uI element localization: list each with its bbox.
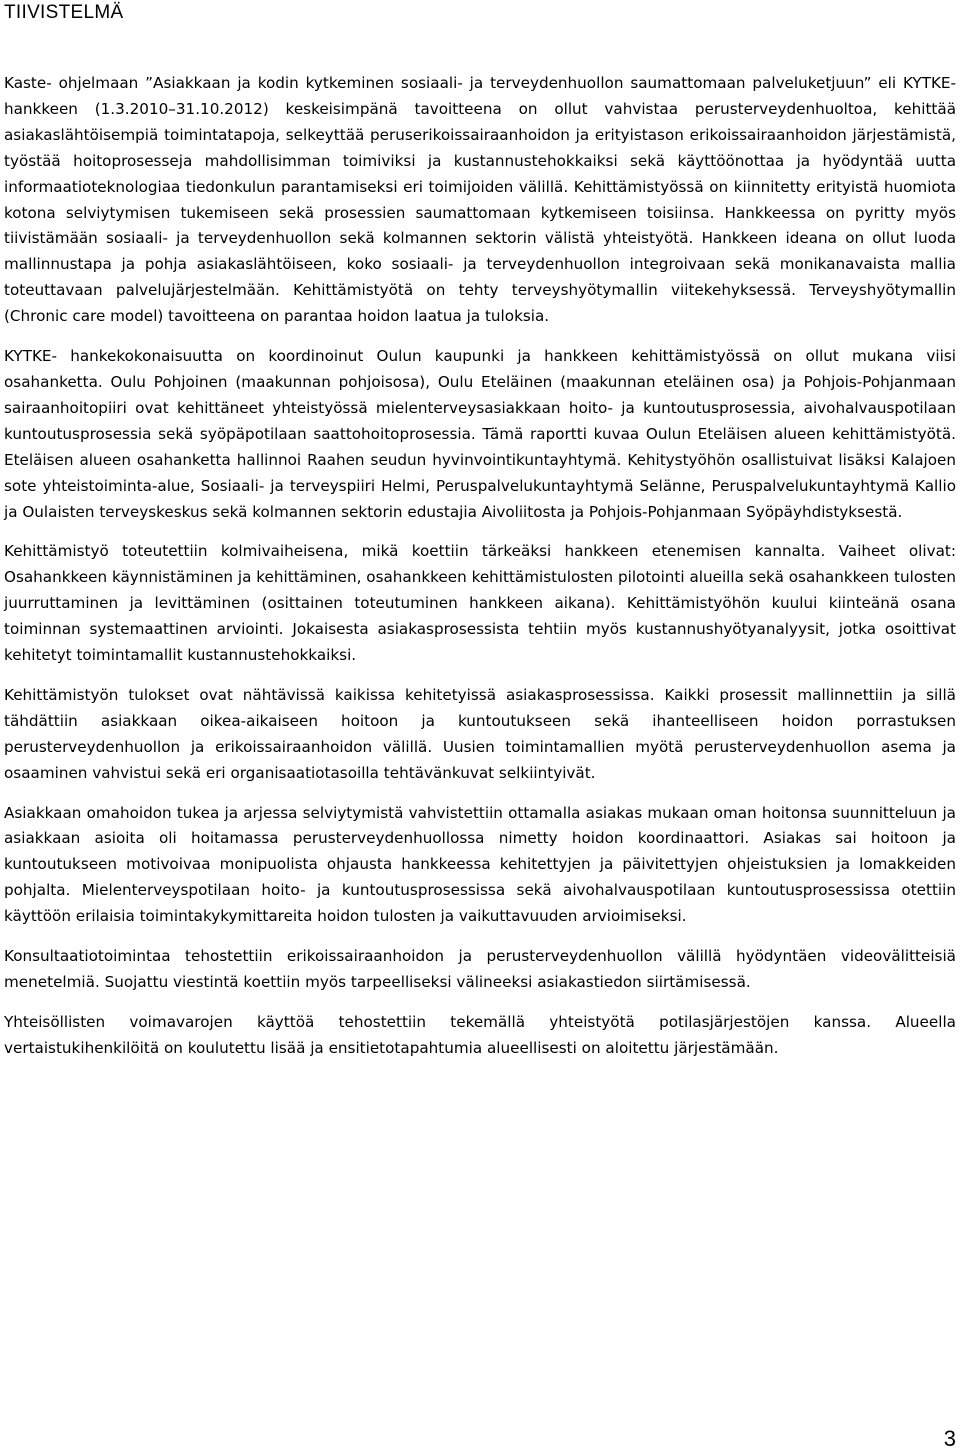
page-number: 3 — [943, 1426, 956, 1451]
paragraph-community-resources: Yhteisöllisten voimavarojen käyttöä tehostettiin tekemällä yhteistyötä potilasjärjestöjen kanssa. Alueella vertaistukihenkilöitä on koulutettu lisää ja ensitietotapahtumia alueellisesti on aloitettu järjestämään. — [4, 1012, 956, 1057]
paragraph-project-goals: Kaste- ohjelmaan ”Asiakkaan ja kodin kytkeminen sosiaali- ja terveydenhuollon saumattomaan palveluketjuun” eli KYTKE- hankkeen (1.3.2010–31.10.2012) keskeisimpänä tavoitteena on ollut vahvistaa perusterveydenhuoltoa, kehittää asiakaslähtöisempiä toimintatapoja, selkeyttää peruserikoissairaanhoidon ja erityistason erikoissairaanhoidon järjestämistä, työstää hoitoprosesseja mahdollisimman toimiviksi ja kustannustehokkaiksi sekä käyttöönottaa ja hyödyntää uutta informaatioteknologiaa tiedonkulun parantamiseksi eri toimijoiden välillä. Kehittämistyössä on kiinnitetty erityistä huomiota kotona selviytymisen tukemiseen sekä prosessien saumattomaan kytkemiseen toisiinsa. Hankkeessa on pyritty myös tiivistämään sosiaali- ja terveydenhuollon sekä kolmannen sektorin välistä yhteistyötä. Hankkeen ideana on ollut luoda mallinnustapa ja pohja asiakaslähtöiseen, koko sosiaali- ja terveydenhuollon integroivaan sekä monikanavaista mallia toteuttavaan palvelujärjestelmään. Kehittämistyötä on tehty terveyshyötymallin viitekehyksessä. Terveyshyötymallin (Chronic care model) tavoitteena on parantaa hoidon laatua ja tuloksia. — [4, 74, 956, 326]
paragraph-results: Kehittämistyön tulokset ovat nähtävissä kaikissa kehitetyissä asiakasprosessissa. Kaikki prosessit mallinnettiin ja sillä tähdättiin asiakkaan oikea-aikaiseen hoitoon ja kuntoutukseen sekä ihanteelliseen hoidon porrastuksen perusterveydenhuollon ja erikoissairaanhoidon välillä. Uusien toimintamallien myötä perusterveydenhuollon asema ja osaaminen vahvistui sekä eri organisaatiotasoilla tehtävänkuvat selkiintyivät. — [4, 685, 956, 782]
paragraph-phases: Kehittämistyö toteutettiin kolmivaiheisena, mikä koettiin tärkeäksi hankkeen etenemisen kannalta. Vaiheet olivat: Osahankkeen käynnistäminen ja kehittäminen, osahankkeen kehittämistulosten pilotointi alueilla sekä osahankkeen tulosten juurruttaminen ja levittäminen (osittainen toteutuminen hankkeen aikana). Kehittämistyöhön kuului kiinteänä osana toiminnan systemaattinen arviointi. Jokaisesta asiakasprosessista tehtiin myös kustannushyötyanalyysit, jotka osoittivat kehitetyt toimintamallit kustannustehokkaiksi. — [4, 542, 956, 665]
paragraph-consultation: Konsultaatiotoimintaa tehostettiin erikoissairaanhoidon ja perusterveydenhuollon välillä hyödyntäen videovälitteisiä menetelmiä. Suojattu viestintä koettiin myös tarpeelliseksi välineeksi asiakastiedon siirtämisessä. — [4, 947, 956, 991]
paragraph-subprojects: KYTKE- hankekokonaisuutta on koordinoinut Oulun kaupunki ja hankkeen kehittämistyössä on ollut mukana viisi osahanketta. Oulu Pohjoinen (maakunnan pohjoisosa), Oulu Eteläinen (maakunnan eteläinen osa) ja Pohjois-Pohjanmaan sairaanhoitopiiri ovat kehittäneet yhteistyössä mielenterveysasiakkaan hoito- ja kuntoutusprosessia, aivohalvauspotilaan kuntoutusprosessia sekä syöpäpotilaan saattohoitoprosessia. Tämä raportti kuvaa Oulun Eteläisen alueen kehittämistyötä. Eteläisen alueen osahanketta hallinnoi Raahen seudun hyvinvointikuntayhtymä. Kehitystyöhön osallistuivat lisäksi Kalajoen sote yhteistoiminta-alue, Sosiaali- ja terveyspiiri Helmi, Peruspalvelukuntayhtymä Selänne, Peruspalvelukuntayhtymä Kallio ja Oulaisten terveyskeskus sekä kolmannen sektorin edustajia Aivoliitosta ja Pohjois-Pohjanmaan Syöpäyhdistyksestä. — [4, 347, 956, 521]
page-heading: TIIVISTELMÄ — [4, 2, 124, 23]
document-body — [4, 71, 956, 1076]
paragraph-self-care: Asiakkaan omahoidon tukea ja arjessa selviytymistä vahvistettiin ottamalla asiakas mukaan oman hoitonsa suunnitteluun ja asiakkaan asioita oli hoitamassa perusterveydenhuollossa nimetty hoidon koordinaattori. Asiakas sai hoitoon ja kuntoutukseen motivoivaa monipuolista ohjausta hankkeessa kehitettyjen ja päivitettyjen ohjeistuksien ja lomakkeiden pohjalta. Mielenterveyspotilaan hoito- ja kuntoutusprosessissa sekä aivohalvauspotilaan kuntoutusprosessissa otettiin käyttöön erilaisia toimintakykymittareita hoidon tulosten ja vaikuttavuuden arvioimiseksi. — [4, 803, 956, 926]
